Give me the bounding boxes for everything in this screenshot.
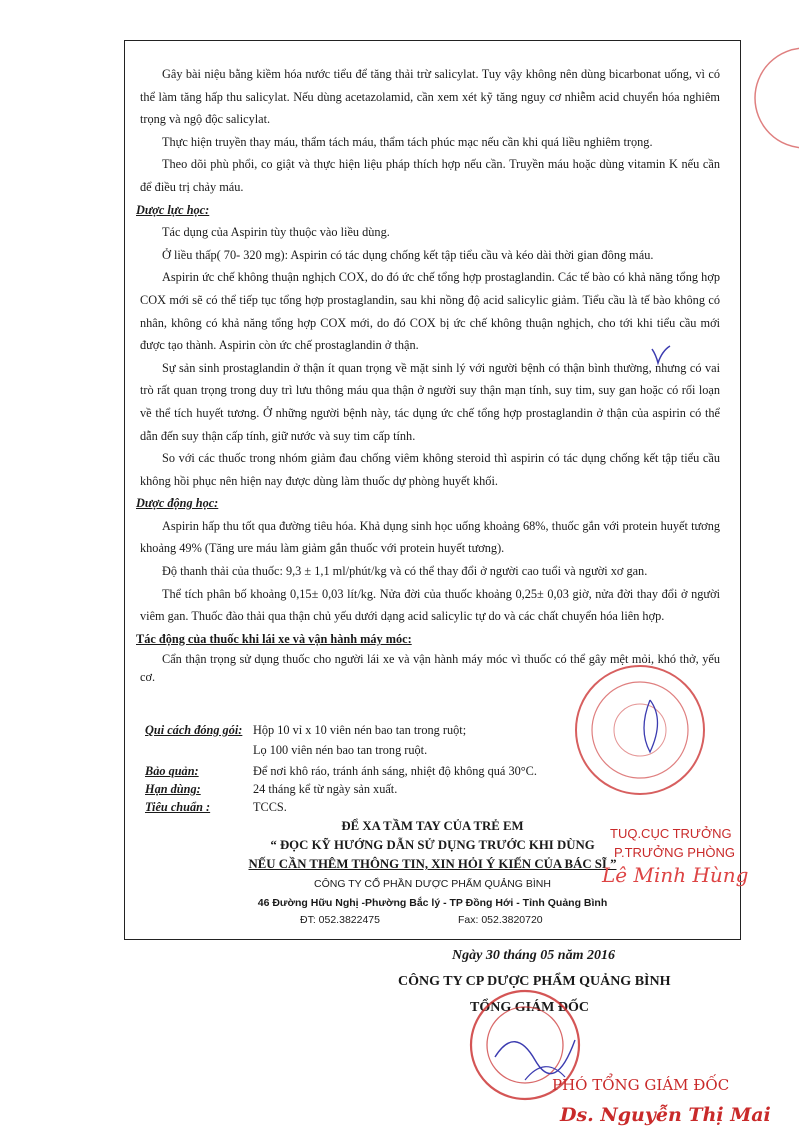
deputy-title: PHÓ TỔNG GIÁM ĐỐC [552,1076,730,1094]
signature-date: Ngày 30 tháng 05 năm 2016 [452,948,615,963]
warning-children: ĐỂ XA TẦM TAY CỦA TRẺ EM [341,819,524,833]
margin-seal-icon [745,38,799,158]
expiry-label: Hạn dùng: [145,782,201,796]
pack-value-1: Hộp 10 vỉ x 10 viên nén bao tan trong ruột; [253,723,467,737]
approval-line-2: P.TRƯỞNG PHÒNG [614,845,735,860]
standard-label: Tiêu chuẩn : [145,800,211,814]
pharmacodynamics-paragraph-5: So với các thuốc trong nhóm giảm đau chống viêm không steroid thì aspirin có tác dụng chống kết tập tiểu cầu không hồi phục nên hiện nay được dùng làm thuốc dự phòng huyết khối. [140,451,720,488]
company-address: 46 Đường Hữu Nghị -Phường Bắc lý - TP Đồng Hới - Tỉnh Quảng Bình [257,897,608,909]
pharmacodynamics-paragraph-2: Ở liều thấp( 70- 320 mg): Aspirin có tác dụng chống kết tập tiểu cầu và kéo dài thời gian đông máu. [162,247,654,262]
company-phone: ĐT: 052.3822475 [300,914,380,926]
signature-title: TỔNG GIÁM ĐỐC [470,1000,589,1015]
heading-driving: Tác động của thuốc khi lái xe và vận hành máy móc: [136,631,412,646]
pack-label: Qui cách đóng gói: [145,723,243,737]
signature-company: CÔNG TY CP DƯỢC PHẨM QUẢNG BÌNH [398,974,671,989]
pharmacokinetics-paragraph-3: Thể tích phân bố khoảng 0,15± 0,03 lít/kg. Nửa đời của thuốc khoảng 0,25± 0,03 giờ, nửa đời thay đổi ở người viêm gan. Thuốc đào thải qua thận chủ yếu dưới dạng acid salicylic tự do và các chất chuyển hóa liên hợp. [140,586,720,624]
pharmacokinetics-paragraph-1: Aspirin hấp thu tốt qua đường tiêu hóa. Khả dụng sinh học uống khoảng 68%, thuốc gắn với protein huyết tương khoảng 49% (Tăng ure máu làm giảm gắn thuốc với protein huyết tương). [140,518,720,556]
warning-read-instructions: “ ĐỌC KỸ HƯỚNG DẪN SỬ DỤNG TRƯỚC KHI DÙNG [270,838,595,852]
check-mark-icon [648,343,674,369]
leaflet-body [136,63,720,686]
company-fax: Fax: 052.3820720 [458,914,543,926]
pharmacodynamics-paragraph-3: Aspirin ức chế không thuận nghịch COX, do đó ức chế tổng hợp prostaglandin. Các tế bào có khả năng tổng hợp COX mới sẽ có thể tiếp tục tổng hợp prostaglandin, sau khi nồng độ acid salicylic giảm. Tiểu cầu là tế bào không có nhân, không có khả năng tổng hợp COX mới, do đó COX bị ức chế không thuận nghịch, cho tới khi tiểu cầu mới được tạo thành. Aspirin còn ức chế prostaglandin ở thận. [140,270,720,353]
pharmacodynamics-paragraph-1: Tác dụng của Aspirin tùy thuộc vào liều dùng. [162,225,390,240]
warning-ask-doctor: NẾU CẦN THÊM THÔNG TIN, XIN HỎI Ý KIẾN CỦA BÁC SĨ ” [248,857,617,871]
expiry-value: 24 tháng kể từ ngày sản xuất. [253,782,398,796]
heading-pharmacokinetics: Dược động học: [136,496,219,511]
driving-paragraph: Cẩn thận trọng sử dụng thuốc cho người lái xe và vận hành máy móc vì thuốc có thể gây mệt mỏi, khó thở, yếu cơ. [140,652,720,685]
overdose-paragraph-1: Gây bài niệu bằng kiềm hóa nước tiểu để tăng thải trừ salicylat. Tuy vậy không nên dùng bicarbonat uống, vì có thể làm tăng hấp thu salicylat. Nếu dùng acetazolamid, cần xem xét kỹ tăng nguy cơ nhiễm acid chuyển hóa nghiêm trọng và ngộ độc salicylat. [140,67,720,127]
overdose-paragraph-2: Thực hiện truyền thay máu, thẩm tách máu, thẩm tách phúc mạc nếu cần khi quá liều nghiêm trọng. [162,134,653,149]
storage-label: Bảo quản: [145,764,199,778]
heading-pharmacodynamics: Dược lực học: [136,202,210,217]
approval-line-1: TUQ.CỤC TRƯỞNG [610,826,732,841]
pharmacokinetics-paragraph-2: Độ thanh thải của thuốc: 9,3 ± 1,1 ml/phút/kg và có thể thay đổi ở người cao tuổi và người xơ gan. [162,564,648,579]
round-seal-icon [500,660,760,800]
storage-value: Để nơi khô ráo, tránh ánh sáng, nhiệt độ không quá 30°C. [253,764,537,778]
company-name: CÔNG TY CỔ PHẦN DƯỢC PHẨM QUẢNG BÌNH [314,878,551,890]
standard-value: TCCS. [253,800,287,814]
pack-value-2: Lọ 100 viên nén bao tan trong ruột. [253,743,428,757]
approval-signer: Lê Minh Hùng [602,863,749,887]
pharmacodynamics-paragraph-4: Sự sản sinh prostaglandin ở thận ít quan trọng về mặt sinh lý với người bệnh có thận bình thường, nhưng có vai trò rất quan trọng trong duy trì lưu thông máu qua thận ở người suy thận mạn tính, suy tim, suy gan hoặc có rối loạn về thể tích huyết tương. Ở những người bệnh này, tác dụng ức chế tổng hợp prostaglandin ở thận của aspirin có thể dẫn đến suy thận cấp tính, giữ nước và suy tim cấp tính. [140,360,720,443]
deputy-signer: Ds. Nguyễn Thị Mai [560,1104,771,1126]
overdose-paragraph-3: Theo dõi phù phổi, co giật và thực hiện liệu pháp thích hợp nếu cần. Truyền máu hoặc dùng vitamin K nếu cần để điều trị chảy máu. [140,157,720,194]
